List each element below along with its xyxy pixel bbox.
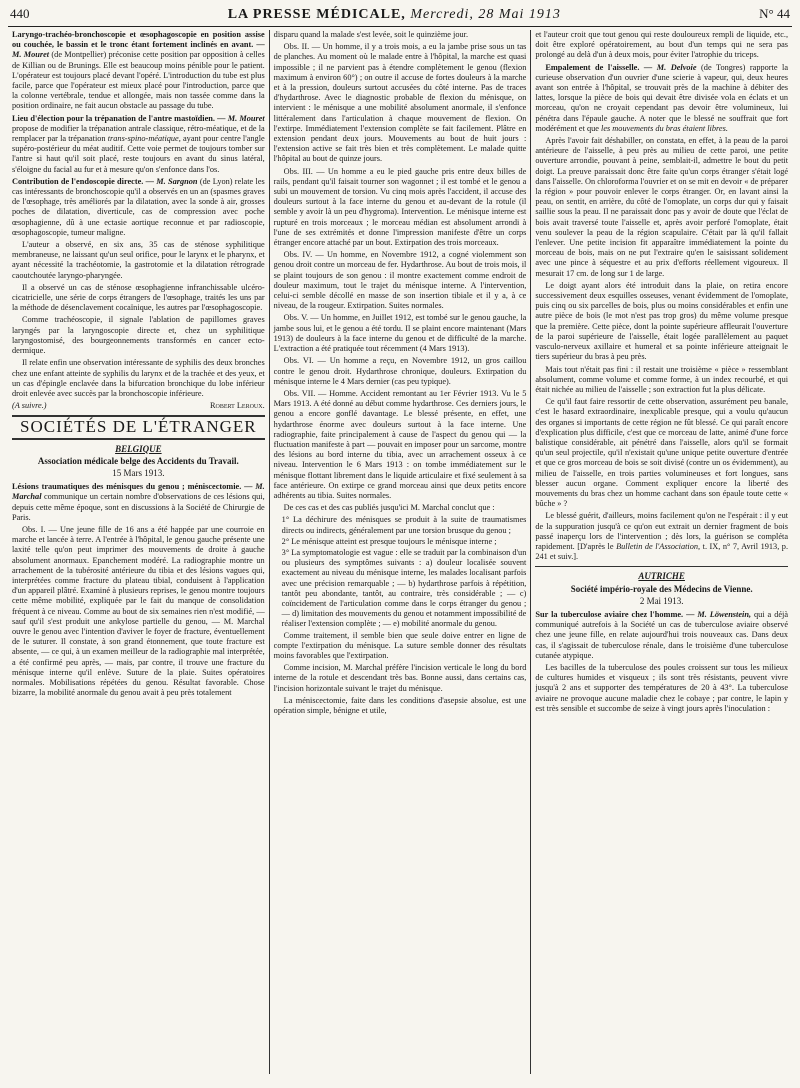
article-marchal: Lésions traumatiques des ménisques du genou ; méniscectomie. — M. Marchal communique un certain nombre d'observations de ces lésions qui, depuis cette même époque, sont en discussions à la Société de Chirurgie de Paris.	[12, 482, 265, 522]
masthead	[228, 7, 561, 23]
paragraph: De ces cas et des cas publiés jusqu'ici M. Marchal conclut que :	[283, 503, 495, 513]
paragraph: Mais tout n'était pas fini : il restait une troisième « pièce » ressemblant absolument, comme volume et comme forme, à un index recourbé, et qui était nichée au milieu de l'aisselle ; son extraction fut la plus délicate.	[535, 364, 789, 394]
paragraph-citation: Le blessé guérit, d'ailleurs, moins facilement qu'on ne l'espérait : il y eut de la suppuration jusqu'à ce qu'on eut extrait un dernier fragment de bois passé inaperçu lors de l'intervention ; dès lors, la guérison se compléta rapidement. [D'après le Bulletin de l'Association, t. IX, n° 7, Avril 1913, p. 241 et suiv.].	[535, 511, 789, 562]
paragraph: Obs. I. — Une jeune fille de 16 ans a été happée par une courroie en marche et lancée à terre. A l'entrée à l'hôpital, le genou gauche présente une laxité telle qu'on peut imprimer des mouvements de droite à gauche absolument anormaux. Epanchement modéré. La radiographie montre un arrachement de la tubérosité antérieure du tibia et des lésions vagues qui, interprétées comme fracture du plateau tibial, conduisent à l'application d'un appareil plâtré. Examiné à plusieurs reprises, le genou montre toujours cette même mobilité, expliquée par le fait du manque de consolidation fréquent à ce niveau. Comme au bout de six semaines rien n'est modifié, — sauf qu'il s'est produit une ankylose partielle du genou, — M. Marchal ouvre le genou avec l'intention d'aviver le foyer de fracture, éventuellement de le suturer. Il constate, à son grand étonnement, que toute fracture est absente, — ce qui, à un examen meilleur de la radiographie mal interprétée, a été confirmé peu après, — mais, par contre, il trouve une fracture du ménisque interne qu'il enlève. Suture de la plaie. Suites opératoires normales. Mobilisations répétées du genou. Résultat favorable. Chose bizarre, la mobilité anormale du genou avait à peu près totalement	[12, 524, 265, 698]
column-2	[270, 30, 531, 1074]
list-item: 2° Le ménisque atteint est presque toujours le ménisque interne ;	[281, 536, 497, 546]
signature-line	[12, 401, 265, 411]
article-sargnon: Contribution de l'endoscopie directe. — M. Sargnon (de Lyon) relate les cas intéressants de bronchoscopie qu'il a observés en un an (spasmes graves de l'œsophage, très améliorés par la dilatation, avec la sonde à air, grosses poches de dilatation, diverticule, cas de compression avec poche œsophagienne, dû à une ectasie aortique reconnue et par radioscopie, œsophagoscopie, tumeur maligne.	[12, 176, 265, 237]
divider	[12, 438, 265, 440]
section-title: SOCIÉTÉS DE L'ÉTRANGER	[20, 417, 257, 437]
society-name: Société império-royale des Médecins de Vienne.	[570, 583, 753, 594]
paragraph: Obs. III. — Un homme a eu le pied gauche pris entre deux billes de rails, pendant qu'il faisait tourner son wagonnet ; il est tombé et le genou a subi un mouvement de torsion. Vu cinq mois après l'accident, il accuse des douleurs surtout à la face interne du genou et au-devant de la rotule (il semble y avoir là un peu d'hygroma). Intervention. Le ménisque interne est rupturé en trois morceaux ; le morceau médian est absolument arrondi à l'une de ses extrémités et donne l'impression manifeste d'être un corps étranger encore attaché par un bout. Extirpation des trois morceaux.	[273, 166, 527, 248]
country-heading: AUTRICHE	[638, 571, 685, 582]
divider	[535, 566, 788, 567]
paragraph: Comme traitement, il semble bien que seule doive entrer en ligne de compte l'extirpation du ménisque. La suture semble donner des résultats moins favorables que l'extirpation.	[273, 630, 527, 660]
paragraph: et l'auteur croit que tout genou qui reste douloureux rempli de liquide, etc., doit être exploré opératoirement, au bout d'un temps qui ne sera pas prolongé au delà d'un à deux mois, pour éviter l'atrophie du triceps.	[535, 30, 789, 60]
session-date: 15 Mars 1913.	[112, 467, 165, 478]
paragraph: L'auteur a observé, en six ans, 35 cas de sténose syphilitique membraneuse, ne laissant qu'un seul orifice, pour le larynx et le pharynx, et ayant nécessité la trachéotomie, la gastrotomie et la dilatation rétrograde caoutchoutée laryngo-pharyngée.	[12, 240, 265, 280]
paragraph: Obs. VII. — Homme. Accident remontant au 1er Février 1913. Vu le 5 Mars 1913. A été donné au début comme hydarthrose. Ces derniers jours, le genou a encore gonflé davantage. Le blessé présente, en effet, une hydarthrose énorme avec douleurs surtout à la face interne. Une radiographie, faite principalement à cause de l'aspect du genou qui — la fluctuation manifeste à part — pouvait en imposer pour un sarcome, montre des lésions au bord interne du tibia, avec un arrachement osseux à ce niveau. Intervention le 6 Mars 1913 : on tombe immédiatement sur le ménisque flottant librement dans le liquide articulaire et fixé seulement à sa face antérieure. On extirpe ce grand morceau ainsi que deux petits encore adhérents au tibia. Suites normales.	[273, 388, 527, 500]
paragraph: Obs. VI. — Un homme a reçu, en Novembre 1912, un gros caillou contre le genou droit. Hydarthrose chronique, douleurs. Extirpation du ménisque interne le 4 Mars dernier (cas peu typique).	[273, 356, 527, 386]
author-signature: Robert Leroux.	[209, 401, 265, 411]
society-name: Association médicale belge des Accidents du Travail.	[37, 455, 239, 466]
issue-number: N° 44	[759, 6, 790, 21]
paragraph: La méniscectomie, faite dans les conditions d'asepsie absolue, est une opération simple, bénigne et utile,	[273, 695, 527, 715]
paragraph: Obs. IV. — Un homme, en Novembre 1912, a cogné violemment son genou droit contre un morceau de fer. Hydarthrose. Au bout de trois mois, il se plaint toujours de son genou : il montre exactement comme endroit de douleur maximum, tout le trajet du ménisque interne. A l'intervention, celui-ci semble décollé en masse de son insertion tibiale et il y a, à ce niveau, de la rougeur. Extirpation. Suites normales.	[273, 250, 527, 311]
article-mouret-position: Laryngo-trachéo-bronchoscopie et œsophagoscopie en position assise ou couchée, le bassin et le tronc étant fortement inclinés en avant. — M. Mouret (de Montpellier) préconise cette position par opposition à celles de Killian ou de Brunings. Elle est beaucoup moins pénible pour le patient. L'opérateur est toujours placé devant l'opéré. L'introduction du tube est plus facile, parce que l'opérateur est mieux placé pour l'introduction, parce que la colonne vertébrale, tendue et allongée, mais non tassée comme dans la position ordinaire, ne fait aucun obstacle au passage du tube.	[12, 30, 265, 111]
paragraph: Il a observé un cas de sténose œsophagienne infranchissable ulcéro-cicatricielle, une série de corps étrangers de l'œsophage, traités les uns par la méthode de désenclavement cocaïnique, les autres par l'œsophagoscopie.	[12, 282, 265, 313]
paragraph: Comme incision, M. Marchal préfère l'incision verticale le long du bord interne de la rotule et descendant très bas. Bonne aussi, dans certains cas, l'incision horizontale suivant le trajet du ménisque.	[273, 663, 527, 693]
column-3	[531, 30, 792, 1074]
article-mouret-trepanation: Lieu d'élection pour la trépanation de l'antre mastoïdien. — M. Mouret propose de modifier la trépanation antrale classique, rétro-méatique, et de la remplacer par la trépanation trans-spino-méatique, ayant pour centre l'angle supéro-postérieur du méat auditif. Cette voie permet de toujours tomber sur l'antre si haut qu'il soit placé, reste toujours en avant du sinus latéral, s'éloigne du facial au fur et à mesure qu'on s'enfonce dans l'os.	[12, 113, 265, 174]
list-item: 1° La déchirure des ménisques se produit à la suite de traumatismes directs ou indirects, généralement par une torsion brusque du genou ;	[281, 515, 527, 535]
paragraph: Obs. II. — Un homme, il y a trois mois, a eu la jambe prise sous un tas de planches. Au moment où le malade entre à l'hôpital, la marche est quasi impossible ; il ne parvient pas à étendre complètement le genou (flexion maximum à environ 60°) ; on outre il accuse de fortes douleurs à la marche et à la pression, douleurs surtout accusées du côté interne. Pas de traces d'hydarthrose. Avec le diagnostic probable de flexion du ménisque, on intervient : le ménisque a une mobilité absolument anormale, il s'enfonce littéralement dans l'articulation à chaque mouvement de flexion. On l'extirpe. Immédiatement l'extension complète se fait facilement. Plâtre en extension pendant deux jours. Mouvements au bout de huit jours : l'extension active se fait très bien et très complètement. Le malade quitte l'hôpital au bout de quinze jours.	[273, 42, 527, 164]
paragraph: Il relate enfin une observation intéressante de syphilis des deux bronches chez une enfant atteinte de syphilis du larynx et de la trachée et des yeux, et un cas d'épingle enclavée dans la bifurcation bronchique du lobe inférieur droit enlevée avec succès par la bronchoscopie inférieure.	[12, 358, 265, 398]
columns	[8, 30, 792, 1074]
list-item: 3° La symptomatologie est vague : elle se traduit par la combinaison d'un ou plusieurs des symptômes suivants : a) douleur localisée souvent exactement au niveau du ménisque interne, les malades localisant parfois avec une précision remarquable ; — b) hydarthrose parfois à répétition, tantôt peu abondante, tantôt, au contraire, très considérable ; — c) coïncidement de l'articulation comme dans le corps étranger du genou ; — d) limitation des mouvements du genou et notamment impossibilité de réaliser l'extension complète ; — e) mobilité anormale du genou.	[281, 547, 527, 629]
paragraph: Comme trachéoscopie, il signale l'ablation de papillomes graves laryngés par la laryngoscopie directe et, chez un syphilitique laryngostomisé, des bourgeonnements transformés en cancer ecto-dermique.	[12, 315, 265, 356]
newspaper-page	[8, 6, 792, 1076]
article-delvoie: Empalement de l'aisselle. — M. Delvoie (de Tongres) rapporte la curieuse observation d'un ouvrier d'une scierie à vapeur, qui, deux heures avant son entrée à l'hôpital, se trouvait près de la machine à débiter des lattes, lorsque la pièce de bois qui devait être divisée vola en éclats et un morceau, qu'on ne croyait cependant pas devoir être volumineux, lui pénétra dans l'épaule gauche. A noter que le blessé ne souffrait que fort modérément et que les mouvements du bras étaient libres.	[535, 62, 789, 133]
session-date: 2 Mai 1913.	[639, 595, 684, 606]
country-heading: BELGIQUE	[115, 443, 162, 454]
column-1	[8, 30, 269, 1074]
page-header	[8, 6, 792, 27]
paragraph: Ce qu'il faut faire ressortir de cette observation, assurément peu banale, c'est le hasard extraordinaire, inexplicable presque, qui a voulu qu'aucun des organes si importants de cette région ne fût blessé. Ce qui paraît encore d'explication plus difficile, c'est que ce morceau de latte, animé d'une force balistique considérable, ait pénétré dans l'aisselle, alors qu'il se formait qu'un seul projectile, qu'il n'existait qu'une unique petite ouverture d'entrée et que ce gros morceau de bois se soit divisé (contre un os évidemment), au milieu de l'aisselle, en trois parties volumineuses et fort longues, sans blesser aucun organe. Comment expliquer encore la liberté des mouvements du bras chez un homme cachant dans son épaule toute cette « bûche » ?	[535, 397, 789, 509]
paragraph: Après l'avoir fait déshabiller, on constata, en effet, à la peau de la paroi antérieure de l'aisselle, à peu près au milieu de cette paroi, une petite ouverture arrondie, pouvant à peine, semblait-il, admettre le bout du petit doigt. La preuve paraissait donc être faite qu'un corps étranger s'était logé dans l'aisselle. On chloroforma l'ouvrier et on se mit en devoir « de préparer la région » pour pouvoir enlever le corps étranger. Or, en lavant ainsi la peau, on sentit, en arrière, du côté de l'omoplate, un corps dur qui y faisait saillie sous la peau. Il ne paraissait donc pas y avoir de doute que l'éclat de bois avait traversé toute l'aisselle et, après avoir perforé l'omoplate, était venu soulever la peau de la région scapulaire. C'était par là qu'il fallait l'enlever. Une petite incision fit apparaître immédiatement la pointe du morceau de bois, mais on ne put l'extraire qu'en le saisissant solidement avec une pince à séquestre et au prix d'efforts réellement vigoureux. Il mesurait 17 cm. de long sur 1 de large.	[535, 136, 789, 278]
issue-date: Mercredi, 28 Mai 1913	[410, 7, 561, 22]
paragraph: disparu quand la malade s'est levée, soit le quinzième jour.	[273, 30, 469, 39]
paragraph: Obs. V. — Un homme, en Juillet 1912, est tombé sur le genou gauche, la jambe sous lui, et le genou a été tordu. Il se plaint encore maintenant (Mars 1913) de douleurs à la face interne du genou et de difficulté de la marche. L'extraction a été pratiquée tout récemment (4 Mars 1913).	[273, 313, 527, 354]
page-number: 440	[10, 6, 30, 21]
paragraph: Le doigt ayant alors été introduit dans la plaie, on retira encore successivement deux esquilles osseuses, venant évidemment de l'omoplate, puis cinq ou six parcelles de bois, plus ou moins considérables et enfin une autre pièce de bois (le mot n'est pas trop gros) du même volume presque que la première. Cette pièce, dont la pointe supérieure affleurait l'ouverture de la paroi supérieure de l'aisselle, était logée parallèlement au paquet vasculo-nerveux axillaire et humeral et sa pointe inférieure atteignait le tiers supérieur du bras à peu près.	[535, 280, 789, 362]
journal-title: LA PRESSE MÉDICALE,	[227, 7, 406, 22]
article-lowenstein: Sur la tuberculose aviaire chez l'homme. — M. Löwenstein, qui a déjà communiqué autrefois à la Société un cas de tuberculose aviaire observé chez une jeune fille, en relate aujourd'hui trois nouveaux cas. Dans deux cas, il s'agissait de tuberculose rénale, dans le troisième d'une tuberculose cutanée atypique.	[535, 609, 789, 660]
paragraph: Les bacilles de la tuberculose des poules croissent sur tous les milieux de cultures humides et visqueux ; ils sont très résistants, peuvent vivre jusqu'à 2 ans et supporter des températures de 20 à 43°. La tuberculose aviaire ne provoque aucune maladie chez le cobaye ; par contre, le lapin y est très sensible et succombe de seize à vingt jours après l'inoculation :	[535, 662, 789, 713]
to-be-continued: (A suivre.)	[12, 401, 47, 411]
